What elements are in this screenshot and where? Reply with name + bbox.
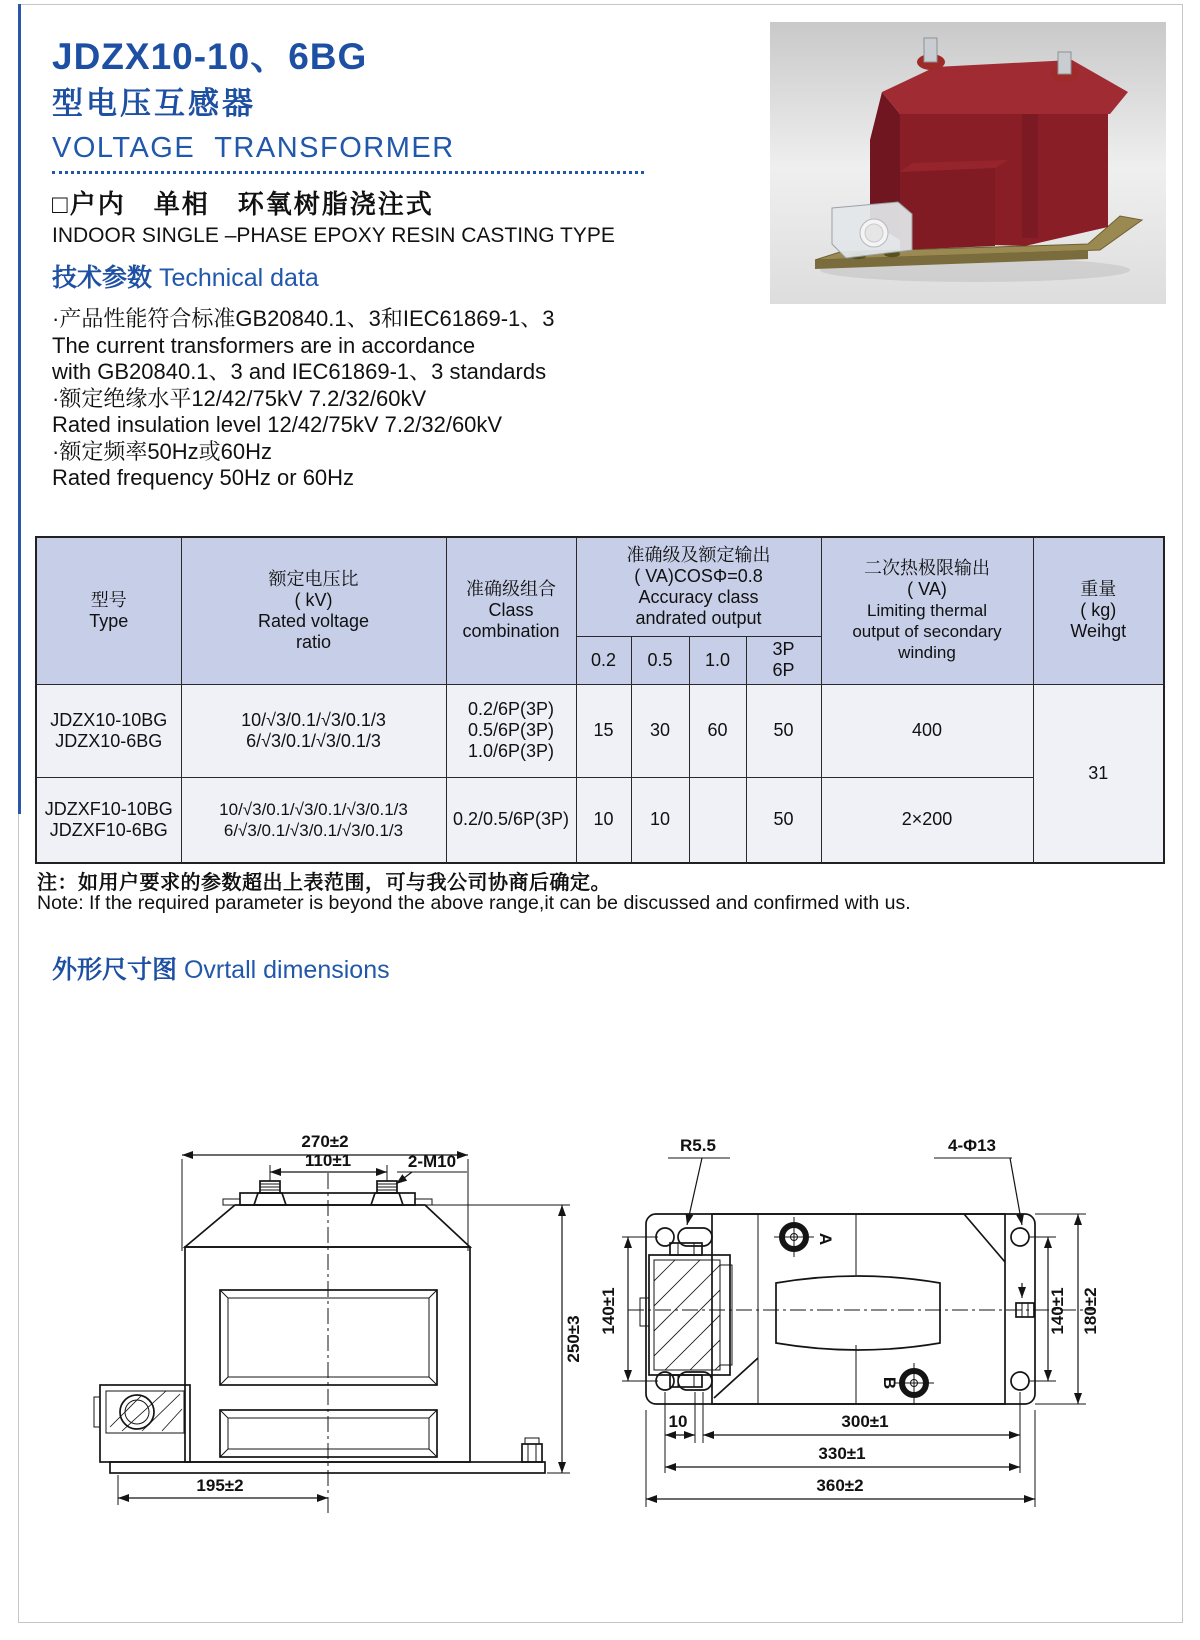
feature-line: with GB20840.1、3 and IEC61869-1、3 standards: [52, 359, 547, 384]
dim-base-width: 195±2: [196, 1476, 244, 1495]
header-rated-voltage-ratio: 额定电压比 ( kV) Rated voltage ratio: [181, 537, 446, 684]
photo-terminal-box: [832, 202, 912, 258]
cell-class: 0.2/6P(3P) 0.5/6P(3P) 1.0/6P(3P): [446, 684, 576, 777]
section-technical-zh: 技术参数: [52, 264, 153, 292]
table-row: [36, 777, 1164, 863]
dim-terminal-spacing: 110±1: [304, 1151, 352, 1170]
product-title-en: VOLTAGE TRANSFORMER: [52, 132, 455, 164]
dim-plate-depth: 180±2: [1081, 1287, 1100, 1335]
feature-line: ·产品性能符合标准GB20840.1、3和IEC61869-1、3: [52, 306, 555, 331]
terminal-stud-left: [254, 1181, 286, 1205]
section-dimensions-zh: 外形尺寸图: [52, 956, 178, 984]
front-terminal-box: [94, 1385, 190, 1462]
section-dimensions: [52, 950, 390, 986]
cell-weight: 31: [1033, 684, 1164, 863]
dim-left-hole-spacing: 140±1: [599, 1287, 618, 1335]
cell-acc10: 60: [689, 684, 746, 777]
header-type: 型号 Type: [36, 537, 181, 684]
cell-class: 0.2/0.5/6P(3P): [446, 777, 576, 863]
top-view-drawing: [570, 1115, 1150, 1545]
subheader-0.5: 0.5: [631, 636, 689, 684]
label-mounting-holes: 4-Φ13: [948, 1136, 996, 1155]
subheader-1.0: 1.0: [689, 636, 746, 684]
terminal-b: [880, 1363, 934, 1403]
header-weight: 重量 ( kg) Weihgt: [1033, 537, 1164, 684]
cell-ratio: 10/√3/0.1/√3/0.1/√3/0.1/3 6/√3/0.1/√3/0.1/√3/0.1/3: [181, 777, 446, 863]
section-technical-en: Technical data: [158, 264, 319, 292]
front-base-bolt: [522, 1438, 542, 1462]
dim-plate-width: 360±2: [816, 1476, 864, 1495]
cell-ratio: 10/√3/0.1/√3/0.1/3 6/√3/0.1/√3/0.1/3: [181, 684, 446, 777]
header-class-combination: 准确级组合 Class combination: [446, 537, 576, 684]
dim-overall-width: 270±2: [301, 1132, 349, 1151]
terminal-a: [774, 1217, 835, 1257]
product-title-zh: 型电压互感器: [52, 86, 256, 121]
cell-thermal: 2×200: [821, 777, 1033, 863]
note-zh: 注：如用户要求的参数超出上表范围，可与我公司协商后确定。: [37, 872, 611, 894]
cell-acc3p: 50: [746, 777, 821, 863]
dim-slot-offset: 10: [668, 1412, 688, 1431]
table-row: [36, 684, 1164, 777]
terminal-stud-right: [371, 1181, 403, 1205]
subtitle-en: INDOOR SINGLE –PHASE EPOXY RESIN CASTING TYPE: [52, 224, 615, 247]
spec-table: [35, 536, 1165, 864]
label-terminal-bolts: 2-M10: [407, 1152, 457, 1171]
subtitle-zh: □户内 单相 环氧树脂浇注式: [52, 189, 434, 219]
label-terminal-b: B: [880, 1376, 899, 1390]
transformer-illustration: [770, 22, 1166, 304]
feature-list: [52, 306, 555, 492]
cell-acc05: 10: [631, 777, 689, 863]
cell-acc02: 15: [576, 684, 631, 777]
label-terminal-a: A: [816, 1232, 835, 1246]
header-accuracy-class: 准确级及额定输出 ( VA)COSΦ=0.8 Accuracy class andrated output: [576, 537, 821, 636]
cell-acc05: 30: [631, 684, 689, 777]
cell-acc02: 10: [576, 777, 631, 863]
dim-right-hole-spacing: 140±1: [1048, 1287, 1067, 1335]
front-view-outline: [94, 1173, 545, 1515]
dim-overall-height: 250±3: [564, 1315, 583, 1363]
note-en: Note: If the required parameter is beyond the above range,it can be discussed and confirmed with us.: [37, 892, 911, 914]
dotted-divider: [52, 168, 644, 174]
cell-acc10: [689, 777, 746, 863]
subheader-0.2: 0.2: [576, 636, 631, 684]
header-thermal-limit: 二次热极限输出 ( VA) Limiting thermal output of secondary winding: [821, 537, 1033, 684]
section-technical-data: [52, 258, 319, 294]
front-view-drawing: [70, 1115, 610, 1535]
dim-hole-span: 300±1: [841, 1412, 889, 1431]
feature-line: ·额定频率50Hz或60Hz: [52, 438, 273, 464]
dim-slot-span: 330±1: [818, 1444, 866, 1463]
ground-bolt: [1016, 1283, 1034, 1317]
product-model-title: JDZX10-10、6BG: [52, 36, 368, 77]
cell-type: JDZXF10-10BG JDZXF10-6BG: [36, 777, 181, 863]
product-photo: [770, 22, 1166, 304]
cell-type: JDZX10-10BG JDZX10-6BG: [36, 684, 181, 777]
label-slot-radius: R5.5: [680, 1136, 716, 1155]
top-view-dimensions: [599, 1136, 1100, 1507]
feature-line: The current transformers are in accordance: [52, 332, 476, 358]
subheader-3p6p: 3P 6P: [746, 636, 821, 684]
feature-line: Rated insulation level 12/42/75kV 7.2/32/60kV: [52, 412, 503, 437]
cell-acc3p: 50: [746, 684, 821, 777]
left-accent-bar: [18, 4, 21, 814]
feature-line: ·额定绝缘水平12/42/75kV 7.2/32/60kV: [52, 385, 427, 411]
feature-line: Rated frequency 50Hz or 60Hz: [52, 465, 355, 490]
section-dimensions-en: Ovrtall dimensions: [183, 956, 390, 984]
cell-thermal: 400: [821, 684, 1033, 777]
